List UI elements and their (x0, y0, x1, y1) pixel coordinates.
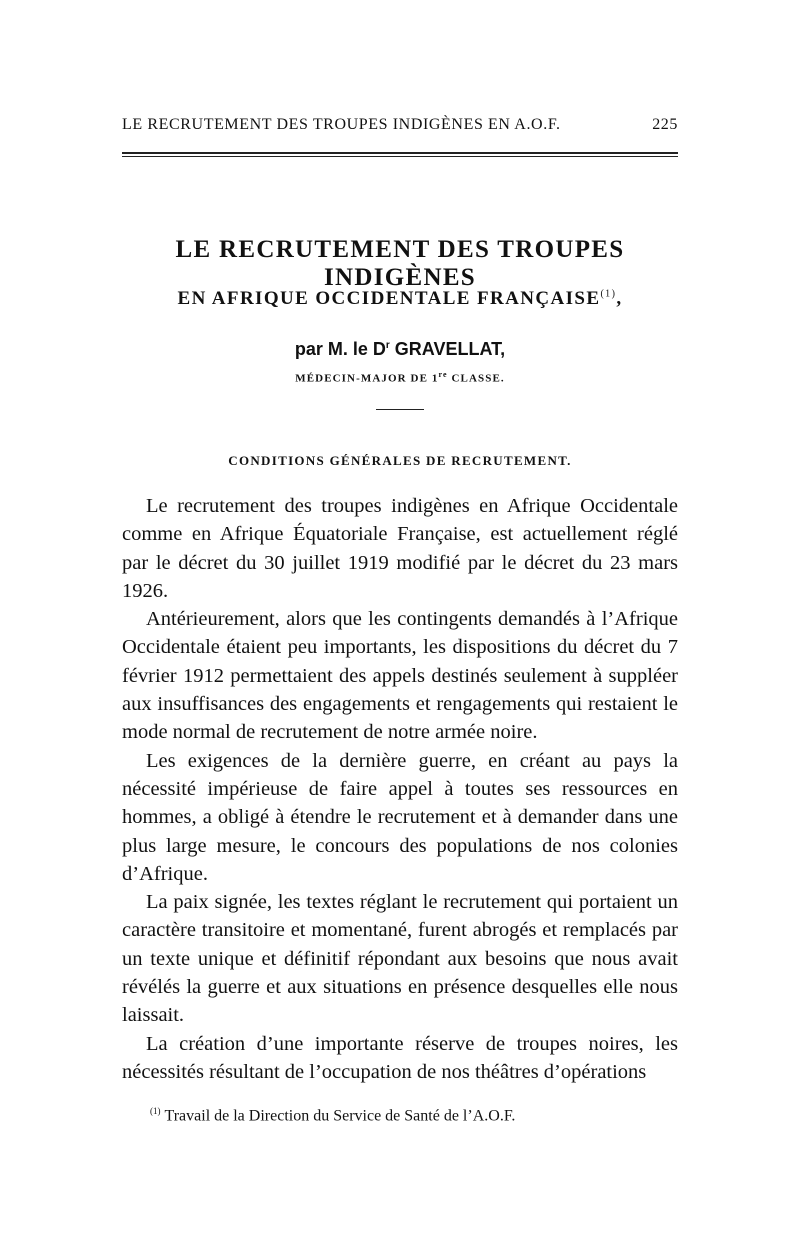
paragraph: Antérieurement, alors que les contingents demandés à l’Afrique Occidentale étaient peu importants, les dispositions du décret du 7 février 1912 permettaient des appels destinés seulement à suppléer aux insuffisances des engagements et rengagements qui restaient le mode normal de recrutement de notre armée noire. (122, 608, 678, 744)
title-footnote-mark: (1) (600, 288, 617, 300)
body-text (122, 492, 678, 1086)
article-title-line2-end: , (616, 288, 623, 309)
author-title-sup: r (385, 340, 390, 351)
rank-sup: re (438, 370, 448, 379)
running-head (122, 116, 678, 134)
page-number: 225 (652, 116, 678, 133)
section-heading: CONDITIONS GÉNÉRALES DE RECRUTEMENT. (228, 453, 572, 468)
article-title-line1: LE RECRUTEMENT DES TROUPES INDIGÈNES (175, 236, 625, 291)
author-rank (100, 370, 700, 385)
author-prefix: par M. le D (294, 339, 386, 359)
footnote-mark: (1) (150, 1106, 161, 1116)
paragraph: La création d’une importante réserve de troupes noires, les nécessités résultant de l’occupation de nos théâtres d’opérations (122, 1032, 678, 1083)
rank-suffix: CLASSE. (447, 372, 505, 385)
rank-prefix: MÉDECIN-MAJOR DE 1 (295, 372, 439, 385)
author-name: GRAVELLAT, (389, 339, 506, 359)
footnote (150, 1106, 680, 1125)
title-separator-rule (376, 409, 424, 410)
article-title-line2-text: EN AFRIQUE OCCIDENTALE FRANÇAISE (177, 288, 601, 309)
running-head-title: LE RECRUTEMENT DES TROUPES INDIGÈNES EN A.O.F. (122, 116, 561, 133)
footnote-text: Travail de la Direction du Service de Santé de l’A.O.F. (164, 1107, 516, 1125)
header-rule (122, 152, 678, 154)
author-line (100, 339, 700, 360)
paragraph: Les exigences de la dernière guerre, en créant au pays la nécessité impérieuse de faire appel à toutes ses ressources en hommes, a obligé à étendre le recrutement et à demander dans une plus large mesure, le concours des populations de nos colonies d’Afrique. (122, 749, 678, 885)
paragraph: Le recrutement des troupes indigènes en Afrique Occidentale comme en Afrique Équatoriale Française, est actuellement réglé par le décret du 30 juillet 1919 modifié par le décret du 23 mars 1926. (122, 495, 678, 602)
article-title-line2 (100, 288, 700, 310)
header-rule-thin (122, 156, 678, 157)
paragraph: La paix signée, les textes réglant le recrutement qui portaient un caractère transitoire et momentané, furent abrogés et remplacés par un texte unique et définitif répondant aux besoins que nous avait révélés la guerre et aux situations en présence desquelles elle nous laissait. (122, 891, 678, 1027)
